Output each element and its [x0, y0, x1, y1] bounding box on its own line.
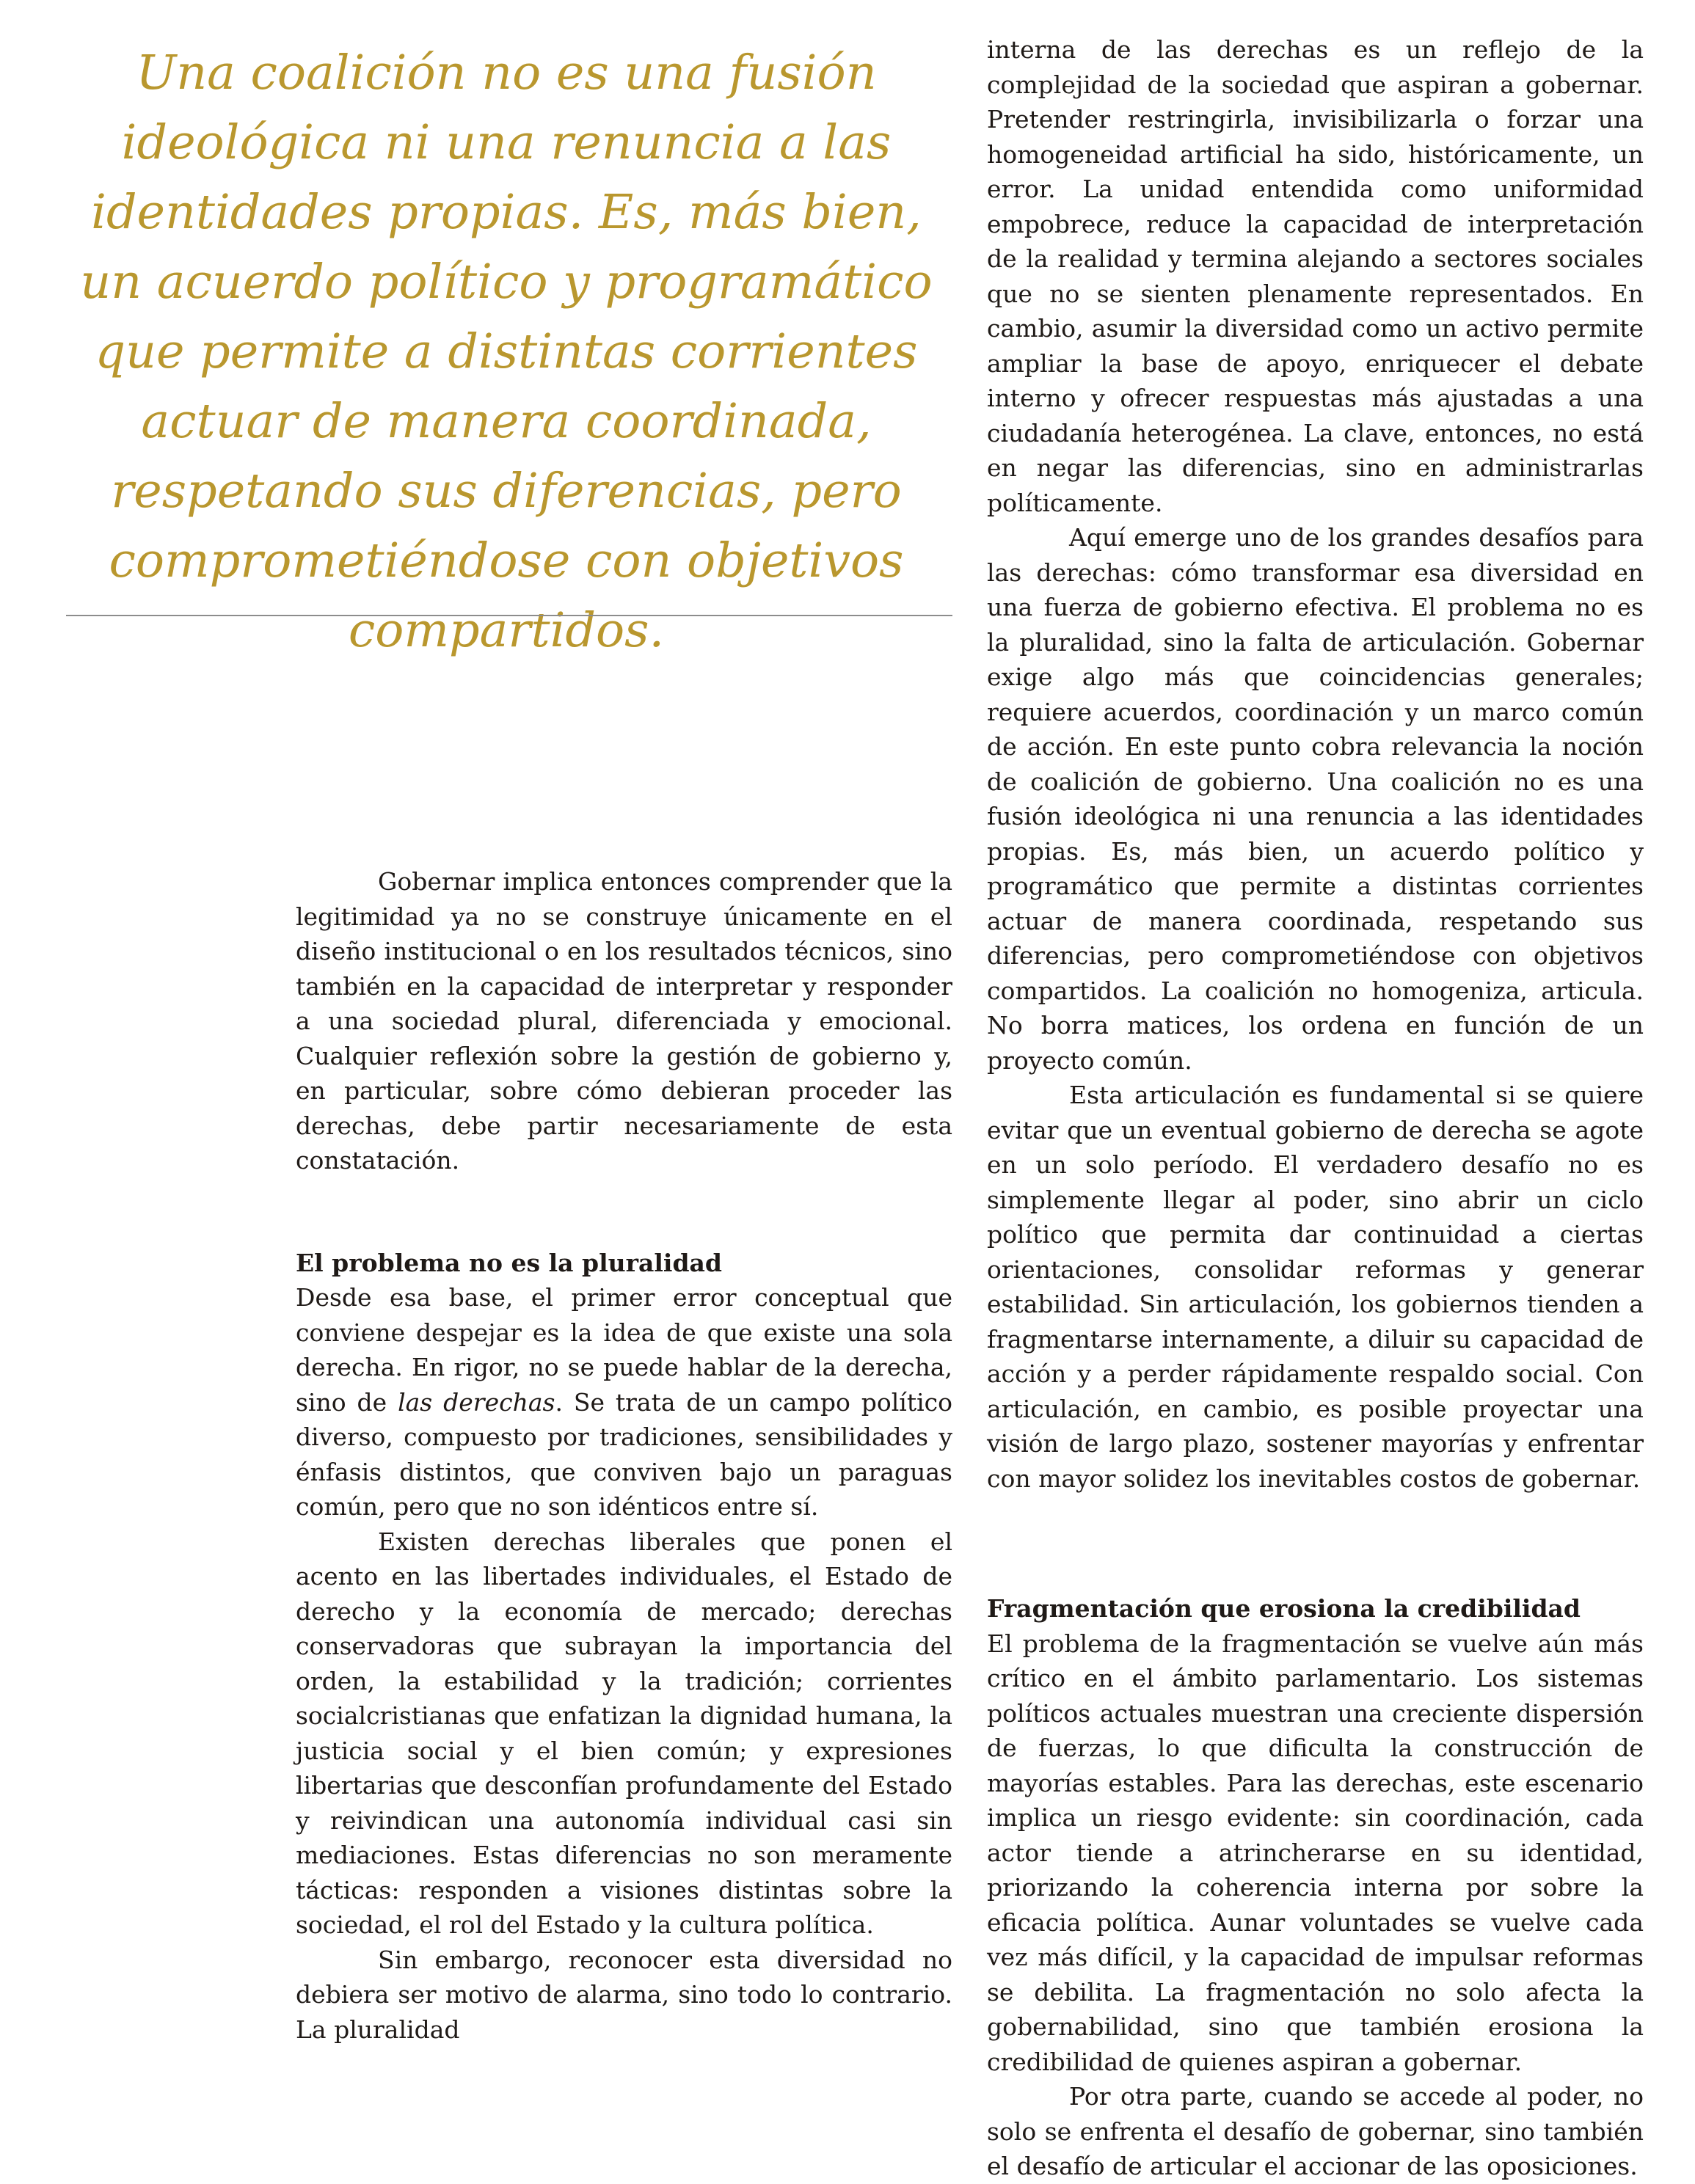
body-paragraph: Aquí emerge uno de los grandes desafíos para las derechas: cómo transformar esa diversidad en una fuerza de gobierno efectiva. El problema no es la pluralidad, sino la falta de articulación. Gobernar exige algo más que coincidencias generales; requiere acuerdos, coordinación y un marco común de acción. En este punto cobra relevancia la noción de coalición de gobierno. Una coalición no es una fusión ideológica ni una renuncia a las identidades propias. Es, más bien, un acuerdo político y programático que permite a distintas corrientes actuar de manera coordinada, respetando sus diferencias, pero comprometiéndose con objetivos compartidos. La coalición no homogeniza, articula. No borra matices, los ordena en función de un proyecto común. [987, 523, 1644, 1075]
body-paragraph: Desde esa base, el primer error conceptual que conviene despejar es la idea de que existe una sola derecha. En rigor, no se puede hablar de la derecha, sino de las derechas. Se trata de un campo político diverso, compuesto por tradiciones, sensibilidades y énfasis distintos, que conviven bajo un paraguas común, pero que no son idénticos entre sí. [296, 1283, 952, 1521]
left-text-column [296, 864, 952, 2047]
pull-quote: Una coalición no es una fusión ideológica ni una renuncia a las identidades propias. Es, más bien, un acuerdo político y programático que permite a distintas corrientes actuar de manera coordinada, respetando sus diferencias, pero comprometiéndose con objetivos compartidos. [80, 45, 933, 658]
body-paragraph: Esta articulación es fundamental si se quiere evitar que un eventual gobierno de derecha se agote en un solo período. El verdadero desafío no es simplemente llegar al poder, sino abrir un ciclo político que permita dar continuidad a ciertas orientaciones, consolidar reformas y generar estabilidad. Sin articulación, los gobiernos tienden a fragmentarse internamente, a diluir su capacidad de acción y a perder rápidamente respaldo social. Con articulación, en cambio, es posible proyectar una visión de largo plazo, sostener mayorías y enfrentar con mayor solidez los inevitables costos de gobernar. [987, 1081, 1644, 1493]
body-paragraph: El problema de la fragmentación se vuelve aún más crítico en el ámbito parlamentario. Los sistemas políticos actuales muestran una creciente dispersión de fuerzas, lo que dificulta la construcción de mayorías estables. Para las derechas, este escenario implica un riesgo evidente: sin coordinación, cada actor tiende a atrincherarse en su identidad, priorizando la coherencia interna por sobre la eficacia política. Aunar voluntades se vuelve cada vez más difícil, y la capacidad de impulsar reformas se debilita. La fragmentación no solo afecta la gobernabilidad, sino que también erosiona la credibilidad de quienes aspiran a gobernar. [987, 1629, 1644, 2076]
intro-paragraph: Gobernar implica entonces comprender que la legitimidad ya no se construye únicamente en el diseño institucional o en los resultados técnicos, sino también en la capacidad de interpretar y responder a una sociedad plural, diferenciada y emocional. Cualquier reflexión sobre la gestión de gobierno y, en particular, sobre cómo debieran proceder las derechas, debe partir necesariamente de esta constatación. [296, 867, 952, 1175]
section-heading-fragmentacion: Fragmentación que erosiona la credibilidad [987, 1594, 1581, 1623]
body-paragraph: Por otra parte, cuando se accede al poder, no solo se enfrenta el desafío de gobernar, sino también el desafío de articular el accionar de las oposiciones. [987, 2082, 1644, 2180]
body-paragraph: Existen derechas liberales que ponen el acento en las libertades individuales, el Estado de derecho y la economía de mercado; derechas conservadoras que subrayan la importancia del orden, la estabilidad y la tradición; corrientes socialcristianas que enfatizan la dignidad humana, la justicia social y el bien común; y expresiones libertarias que desconfían profundamente del Estado y reivindican una autonomía individual casi sin mediaciones. Estas diferencias no son meramente tácticas: responden a visiones distintas sobre la sociedad, el rol del Estado y la cultura política. [296, 1527, 952, 1939]
body-paragraph: interna de las derechas es un reflejo de la complejidad de la sociedad que aspiran a gobernar. Pretender restringirla, invisibilizarla o forzar una homogeneidad artificial ha sido, históricamente, un error. La unidad entendida como uniformidad empobrece, reduce la capacidad de interpretación de la realidad y termina alejando a sectores sociales que no se sienten plenamente representados. En cambio, asumir la diversidad como un activo permite ampliar la base de apoyo, enriquecer el debate interno y ofrecer respuestas más ajustadas a una ciudadanía heterogénea. La clave, entonces, no está en negar las diferencias, sino en administrarlas políticamente. [987, 35, 1644, 517]
pull-quote-divider [66, 615, 952, 616]
right-text-column [987, 32, 1644, 2184]
italic-emphasis: las derechas [398, 1387, 555, 1417]
body-paragraph: Sin embargo, reconocer esta diversidad no debiera ser motivo de alarma, sino todo lo contrario. La pluralidad [296, 1945, 952, 2044]
section-heading-pluralidad: El problema no es la pluralidad [296, 1248, 722, 1277]
